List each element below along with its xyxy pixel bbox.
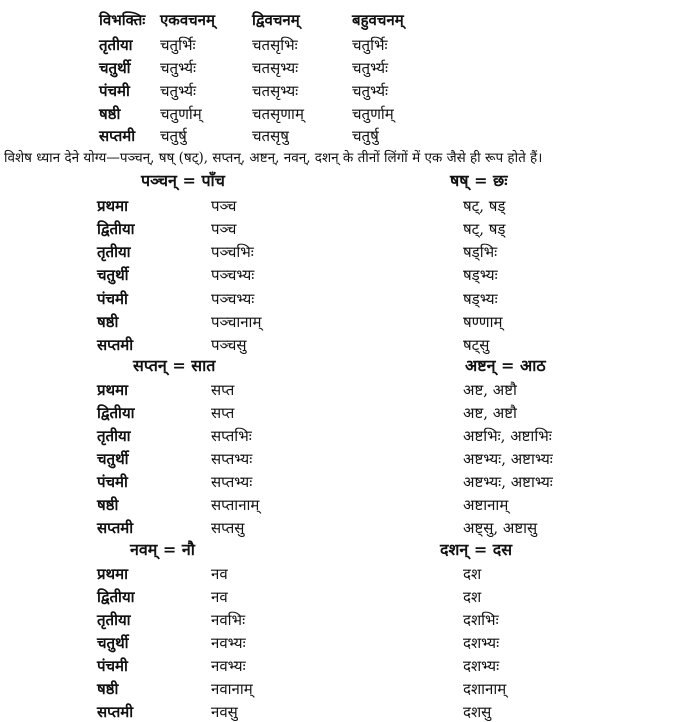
form-cell: दशसु xyxy=(463,703,492,721)
form-cell: दशानाम् xyxy=(463,680,507,698)
form-cell: सप्तभ्यः xyxy=(211,473,253,491)
form-cell: अष्ट, अष्टौ xyxy=(463,381,517,399)
form-cell: नवभ्यः xyxy=(211,657,246,675)
case-label: तृतीया xyxy=(97,427,131,445)
table-cell: चतुर्षु xyxy=(352,127,379,145)
table-cell: चतुर्भ्यः xyxy=(160,59,197,77)
case-label: पंचमी xyxy=(97,657,128,675)
table-cell: चतुर्भिः xyxy=(352,36,388,54)
form-cell: नव xyxy=(211,588,228,606)
table-cell: चतसृषु xyxy=(252,127,289,145)
table-cell: चतुर्भ्यः xyxy=(160,82,197,100)
table-cell: चतसृभ्यः xyxy=(252,59,299,77)
case-label: चतुर्थी xyxy=(97,634,129,652)
form-cell: दश xyxy=(463,588,482,606)
case-label: षष्ठी xyxy=(99,105,121,123)
case-label: तृतीया xyxy=(99,36,133,54)
table-cell: चतसृणाम् xyxy=(252,105,304,123)
case-label: पंचमी xyxy=(97,473,128,491)
form-cell: पञ्च xyxy=(211,220,237,238)
form-cell: षण्णाम् xyxy=(463,313,503,331)
block-title-panchan: पञ्चन् = पाँच xyxy=(141,171,225,190)
special-note: विशेष ध्यान देने योग्य—पञ्चन्, षष् (षट्), सप्तन्, अष्टन्, नवन्, दशन् के तीनों लिंगों में एक जैसे ही रूप होते हैं। xyxy=(4,150,543,166)
form-cell: षट्सु xyxy=(463,336,490,354)
block-title-dashan: दशन् = दस xyxy=(440,540,513,559)
case-label: द्वितीया xyxy=(97,220,135,238)
form-cell: सप्त xyxy=(211,404,235,422)
case-label: चतुर्थी xyxy=(99,59,131,77)
case-label: सप्तमी xyxy=(99,127,136,145)
form-cell: पञ्च xyxy=(211,197,237,215)
form-cell: नवभिः xyxy=(211,611,246,629)
form-cell: सप्त xyxy=(211,381,235,399)
form-cell: अष्टभ्यः, अष्टाभ्यः xyxy=(463,473,553,491)
form-cell: नवानाम् xyxy=(211,680,253,698)
block-title-ashtan: अष्टन् = आठ xyxy=(465,356,546,375)
table-cell: चतसृभ्यः xyxy=(252,82,299,100)
form-cell: पञ्चसु xyxy=(211,336,247,354)
form-cell: षड्भ्यः xyxy=(463,266,498,284)
form-cell: दशभ्यः xyxy=(463,634,500,652)
form-cell: षड्भ्यः xyxy=(463,290,498,308)
header-vibhakti: विभक्तिः xyxy=(99,11,146,29)
case-label: द्वितीया xyxy=(97,588,135,606)
block-title-saptan: सप्तन् = सात xyxy=(133,356,216,375)
form-cell: नवसु xyxy=(211,703,238,721)
table-cell: चतुर्णाम् xyxy=(352,105,394,123)
case-label: चतुर्थी xyxy=(97,266,129,284)
form-cell: षड्भिः xyxy=(463,243,498,261)
block-title-navam: नवम् = नौ xyxy=(130,540,195,559)
table-cell: चतुर्भ्यः xyxy=(352,59,389,77)
form-cell: दशभिः xyxy=(463,611,499,629)
case-label: षष्ठी xyxy=(97,313,119,331)
case-label: सप्तमी xyxy=(97,519,134,537)
table-cell: चतुर्षु xyxy=(160,127,187,145)
case-label: पंचमी xyxy=(97,290,128,308)
form-cell: अष्ट, अष्टौ xyxy=(463,404,517,422)
form-cell: नव xyxy=(211,565,228,583)
form-cell: पञ्चभ्यः xyxy=(211,290,255,308)
form-cell: सप्तभिः xyxy=(211,427,252,445)
block-title-shash: षष् = छः xyxy=(450,171,508,190)
case-label: प्रथमा xyxy=(97,565,128,583)
case-label: तृतीया xyxy=(97,243,131,261)
form-cell: दशभ्यः xyxy=(463,657,500,675)
form-cell: दश xyxy=(463,565,482,583)
form-cell: पञ्चानाम् xyxy=(211,313,262,331)
form-cell: अष्ट्सु, अष्टासु xyxy=(463,519,538,537)
form-cell: षट्, षड् xyxy=(463,220,506,238)
table-cell: चतुर्णाम् xyxy=(160,105,202,123)
form-cell: षट्, षड् xyxy=(463,197,506,215)
case-label: षष्ठी xyxy=(97,680,119,698)
form-cell: अष्टानाम् xyxy=(463,496,509,514)
form-cell: अष्टभ्यः, अष्टाभ्यः xyxy=(463,450,553,468)
form-cell: पञ्चभिः xyxy=(211,243,254,261)
case-label: चतुर्थी xyxy=(97,450,129,468)
table-cell: चतसृभिः xyxy=(252,36,298,54)
case-label: सप्तमी xyxy=(97,336,134,354)
case-label: सप्तमी xyxy=(97,703,134,721)
case-label: प्रथमा xyxy=(97,197,128,215)
case-label: प्रथमा xyxy=(97,381,128,399)
case-label: षष्ठी xyxy=(97,496,119,514)
header-dvivachanam: द्विवचनम् xyxy=(252,11,300,29)
case-label: तृतीया xyxy=(97,611,131,629)
form-cell: सप्तभ्यः xyxy=(211,450,253,468)
case-label: द्वितीया xyxy=(97,404,135,422)
form-cell: सप्तसु xyxy=(211,519,245,537)
case-label: पंचमी xyxy=(99,82,130,100)
table-cell: चतुर्भ्यः xyxy=(352,82,389,100)
table-cell: चतुर्भिः xyxy=(160,36,196,54)
form-cell: नवभ्यः xyxy=(211,634,246,652)
form-cell: सप्तानाम् xyxy=(211,496,260,514)
form-cell: पञ्चभ्यः xyxy=(211,266,255,284)
form-cell: अष्टभिः, अष्टाभिः xyxy=(463,427,552,445)
header-bahuvachanam: बहुवचनम् xyxy=(352,11,404,29)
header-ekavachanam: एकवचनम् xyxy=(160,11,215,29)
